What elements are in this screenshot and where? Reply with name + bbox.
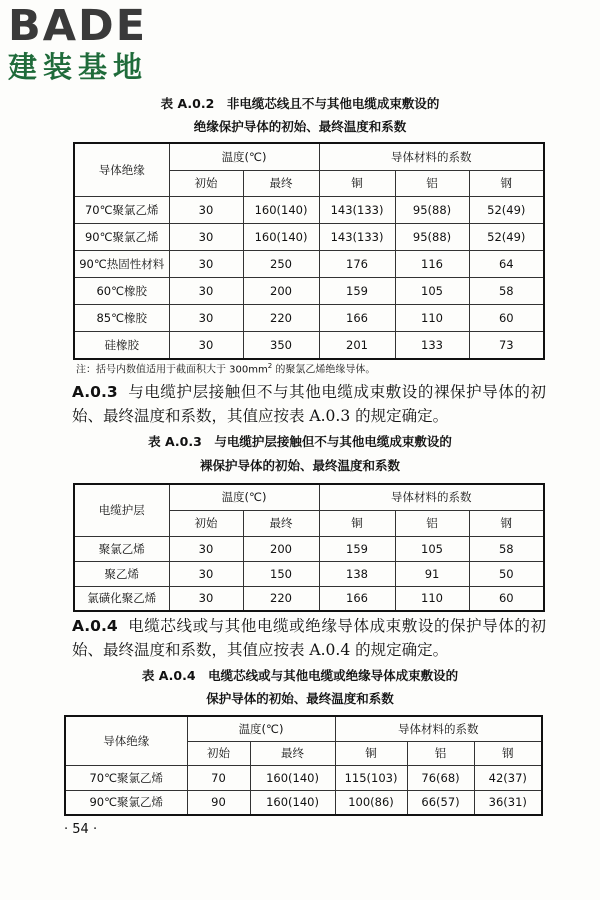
header-steel: 钢 xyxy=(469,170,544,196)
header-copper: 铜 xyxy=(319,170,395,196)
table-cell: 200 xyxy=(243,277,319,304)
table-cell: 70 xyxy=(187,765,250,790)
table-cell: 50 xyxy=(469,561,544,586)
table-cell: 70℃聚氯乙烯 xyxy=(74,196,169,223)
table-a04-caption-line2: 保护导体的初始、最终温度和系数 xyxy=(206,691,394,706)
table-cell: 176 xyxy=(319,250,395,277)
table-row xyxy=(74,331,544,359)
table-cell: 201 xyxy=(319,331,395,359)
table-cell: 105 xyxy=(395,536,469,561)
header-initial: 初始 xyxy=(169,170,243,196)
table-cell: 30 xyxy=(169,561,243,586)
table-cell: 30 xyxy=(169,586,243,611)
table-a02-note xyxy=(76,359,375,377)
table-cell: 60 xyxy=(469,304,544,331)
table-cell: 90℃聚氯乙烯 xyxy=(65,790,187,815)
note-text-end: 的聚氯乙烯绝缘导体。 xyxy=(272,364,376,376)
table-cell: 60℃橡胶 xyxy=(74,277,169,304)
header-conductor-insulation: 导体绝缘 xyxy=(65,716,187,765)
table-row xyxy=(74,277,544,304)
header-aluminium: 铝 xyxy=(407,741,474,765)
table-cell: 52(49) xyxy=(469,196,544,223)
clause-text: 电缆芯线或与其他电缆或绝缘导体成束敷设的保护导体的初始、最终温度和系数，其值应按表 A.0.4 的规定确定。 xyxy=(72,617,546,659)
table-cell: 90℃聚氯乙烯 xyxy=(74,223,169,250)
header-temperature: 温度(℃) xyxy=(169,143,319,170)
clause-number: A.0.3 xyxy=(72,383,118,401)
clause-text: 与电缆护层接触但不与其他电缆成束敷设的裸保护导体的初始、最终温度和系数，其值应按表 A.0.3 的规定确定。 xyxy=(72,383,546,425)
header-temperature: 温度(℃) xyxy=(169,484,319,510)
header-steel: 钢 xyxy=(474,741,542,765)
clause-a04 xyxy=(72,614,546,662)
table-cell: 110 xyxy=(395,304,469,331)
table-cell: 105 xyxy=(395,277,469,304)
header-temperature: 温度(℃) xyxy=(187,716,335,741)
page-number: · 54 · xyxy=(64,822,98,837)
table-row xyxy=(74,196,544,223)
table-row xyxy=(74,586,544,611)
table-cell: 90 xyxy=(187,790,250,815)
table-cell: 350 xyxy=(243,331,319,359)
table-cell: 42(37) xyxy=(474,765,542,790)
table-cell: 60 xyxy=(469,586,544,611)
table-cell: 115(103) xyxy=(335,765,407,790)
table-cell: 70℃聚氯乙烯 xyxy=(65,765,187,790)
table-cell: 30 xyxy=(169,536,243,561)
clause-number: A.0.4 xyxy=(72,617,118,635)
table-cell: 250 xyxy=(243,250,319,277)
table-cell: 氯磺化聚乙烯 xyxy=(74,586,169,611)
table-cell: 166 xyxy=(319,586,395,611)
header-cable-sheath: 电缆护层 xyxy=(74,484,169,536)
table-cell: 100(86) xyxy=(335,790,407,815)
table-row xyxy=(65,790,542,815)
table-cell: 58 xyxy=(469,277,544,304)
header-material-coefficient: 导体材料的系数 xyxy=(335,716,542,741)
table-cell: 160(140) xyxy=(243,223,319,250)
table-cell: 66(57) xyxy=(407,790,474,815)
table-cell: 95(88) xyxy=(395,223,469,250)
table-cell: 58 xyxy=(469,536,544,561)
table-a02-caption-line1: 表 A.0.2 非电缆芯线且不与其他电缆成束敷设的 xyxy=(160,96,440,111)
clause-a03 xyxy=(72,380,546,428)
table-row xyxy=(74,536,544,561)
table-a04-caption-line1: 表 A.0.4 电缆芯线或与其他电缆或绝缘导体成束敷设的 xyxy=(141,668,459,683)
table-cell: 159 xyxy=(319,536,395,561)
header-material-coefficient: 导体材料的系数 xyxy=(319,143,544,170)
table-cell: 30 xyxy=(169,223,243,250)
table-row xyxy=(65,765,542,790)
header-steel: 钢 xyxy=(469,510,544,536)
table-a03-caption-line1: 表 A.0.3 与电缆护层接触但不与其他电缆成束敷设的 xyxy=(148,434,452,449)
table-cell: 30 xyxy=(169,250,243,277)
table-cell: 90℃热固性材料 xyxy=(74,250,169,277)
table-cell: 160(140) xyxy=(250,790,335,815)
table-cell: 64 xyxy=(469,250,544,277)
table-a03-caption-line2: 裸保护导体的初始、最终温度和系数 xyxy=(199,458,400,473)
table-cell: 30 xyxy=(169,196,243,223)
header-aluminium: 铝 xyxy=(395,170,469,196)
table-cell: 160(140) xyxy=(250,765,335,790)
table-cell: 220 xyxy=(243,304,319,331)
table-cell: 95(88) xyxy=(395,196,469,223)
table-cell: 聚乙烯 xyxy=(74,561,169,586)
header-copper: 铜 xyxy=(335,741,407,765)
table-cell: 160(140) xyxy=(243,196,319,223)
table-a03 xyxy=(73,483,545,612)
table-cell: 30 xyxy=(169,304,243,331)
table-cell: 85℃橡胶 xyxy=(74,304,169,331)
table-cell: 143(133) xyxy=(319,223,395,250)
table-cell: 30 xyxy=(169,331,243,359)
table-cell: 76(68) xyxy=(407,765,474,790)
table-cell: 220 xyxy=(243,586,319,611)
note-superscript: 2 xyxy=(267,362,273,370)
table-cell: 159 xyxy=(319,277,395,304)
table-a02-caption-line2: 绝缘保护导体的初始、最终温度和系数 xyxy=(193,119,407,134)
table-cell: 30 xyxy=(169,277,243,304)
table-cell: 73 xyxy=(469,331,544,359)
table-cell: 143(133) xyxy=(319,196,395,223)
header-conductor-insulation: 导体绝缘 xyxy=(74,143,169,196)
header-final: 最终 xyxy=(243,170,319,196)
table-a02 xyxy=(73,142,545,360)
table-row xyxy=(74,561,544,586)
note-text: 注：括号内数值适用于截面积大于 300mm xyxy=(76,364,268,376)
bade-logo xyxy=(8,2,178,86)
table-cell: 聚氯乙烯 xyxy=(74,536,169,561)
table-cell: 150 xyxy=(243,561,319,586)
table-a04 xyxy=(64,715,543,816)
header-initial: 初始 xyxy=(187,741,250,765)
table-row xyxy=(74,304,544,331)
header-initial: 初始 xyxy=(169,510,243,536)
logo-subtitle: 建装基地 xyxy=(8,50,149,84)
header-final: 最终 xyxy=(243,510,319,536)
table-cell: 133 xyxy=(395,331,469,359)
table-cell: 硅橡胶 xyxy=(74,331,169,359)
table-cell: 166 xyxy=(319,304,395,331)
header-material-coefficient: 导体材料的系数 xyxy=(319,484,544,510)
table-cell: 138 xyxy=(319,561,395,586)
table-cell: 200 xyxy=(243,536,319,561)
table-cell: 91 xyxy=(395,561,469,586)
table-cell: 116 xyxy=(395,250,469,277)
table-cell: 36(31) xyxy=(474,790,542,815)
header-copper: 铜 xyxy=(319,510,395,536)
logo-wordmark: BADE xyxy=(8,1,148,51)
header-aluminium: 铝 xyxy=(395,510,469,536)
table-cell: 110 xyxy=(395,586,469,611)
table-row xyxy=(74,250,544,277)
header-final: 最终 xyxy=(250,741,335,765)
table-cell: 52(49) xyxy=(469,223,544,250)
table-row xyxy=(74,223,544,250)
